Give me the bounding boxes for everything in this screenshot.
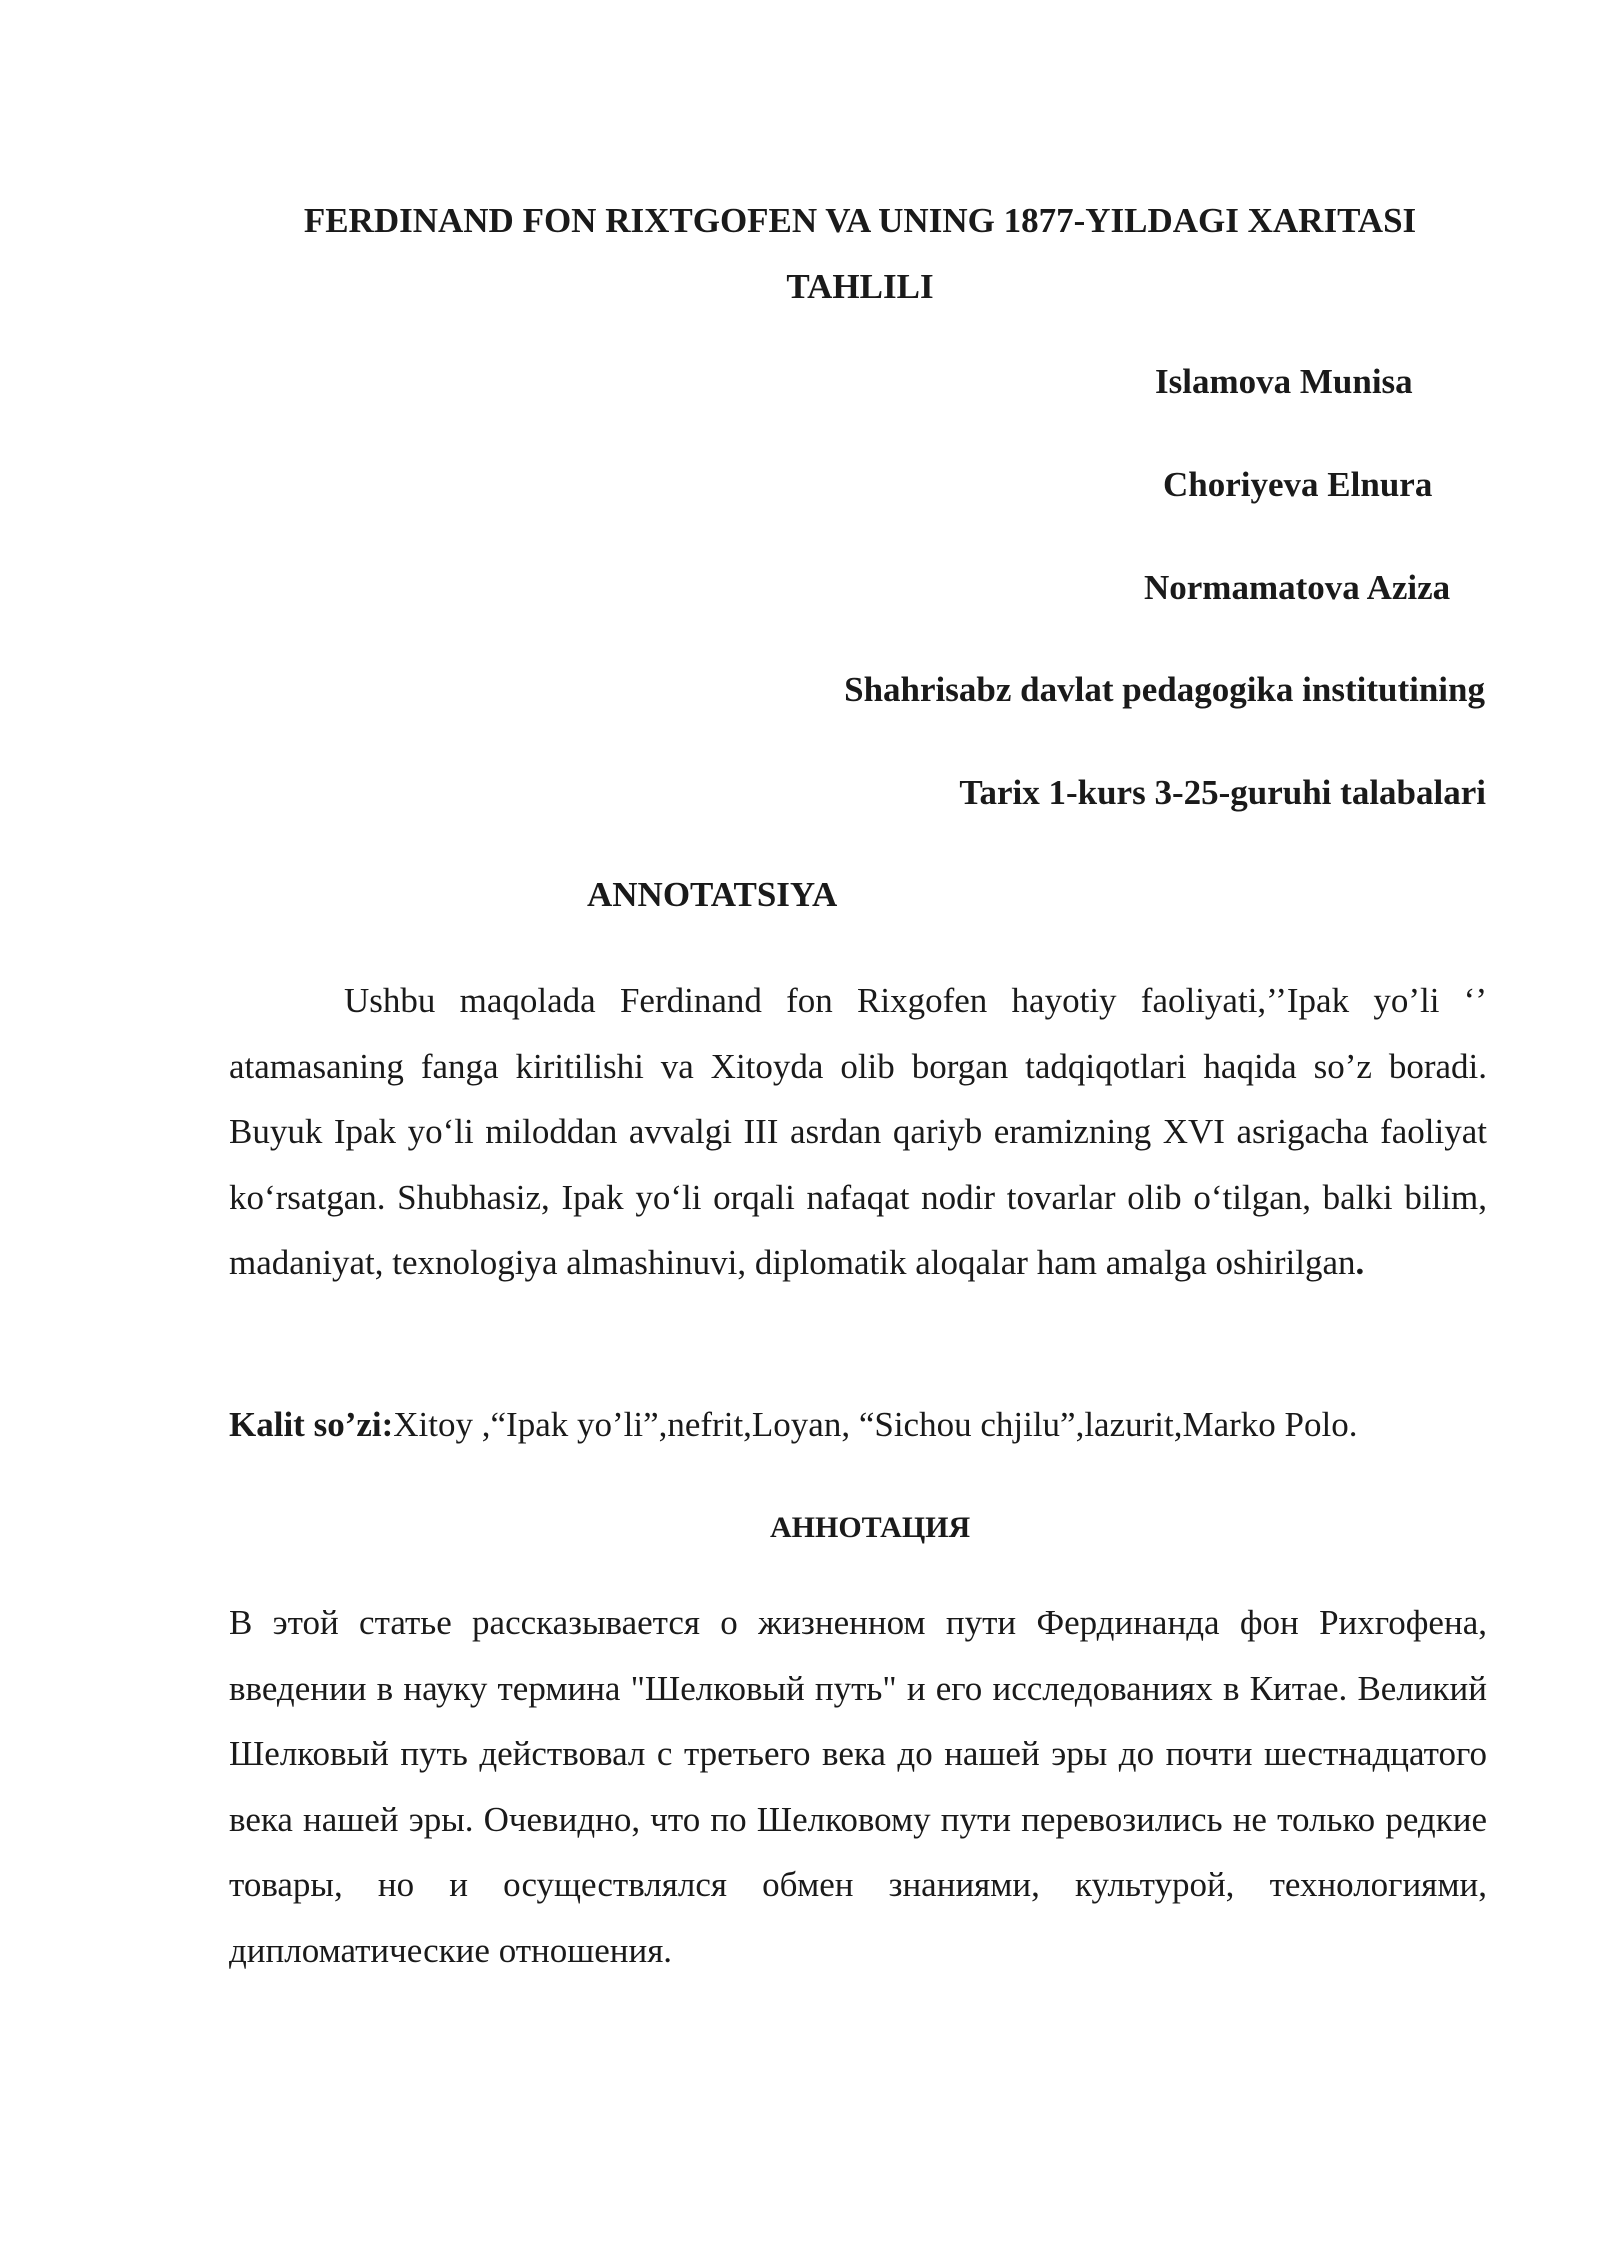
author-group: Tarix 1-kurs 3-25-guruhi talabalari	[959, 773, 1486, 812]
author-3: Normamatova Aziza	[1144, 568, 1451, 607]
author-institution: Shahrisabz davlat pedagogika institutining	[844, 670, 1485, 709]
abstract-uz-text	[229, 968, 1487, 1296]
abstract-uz-body: Ushbu maqolada Ferdinand fon Rixgofen hayotiy faoliyati,’’Ipak yo’li ‘’ atamasaning fanga kiritilishi va Xitoyda olib borgan tadqiqotlari haqida so’z boradi. Buyuk Ipak yo‘li miloddan avvalgi III asrdan qariyb eramizning XVI asrigacha faoliyat ko‘rsatgan. Shubhasiz, Ipak yo‘li orqali nafaqat nodir tovarlar olib o‘tilgan, balki bilim, madaniyat, texnologiya almashinuvi, diplomatik aloqalar ham amalga oshirilgan	[229, 981, 1487, 1282]
document-title: FERDINAND FON RIXTGOFEN VA UNING 1877-YILDAGI XARITASI TAHLILI	[303, 201, 1417, 306]
author-1: Islamova Munisa	[1155, 362, 1413, 401]
abstract-uz-end: .	[1355, 1243, 1365, 1282]
abstract-ru-heading: АННОТАЦИЯ	[770, 1511, 971, 1544]
keywords	[229, 1403, 1487, 1447]
keywords-label: Kalit so’zi:	[229, 1405, 394, 1444]
author-2: Choriyeva Elnura	[1163, 465, 1433, 504]
abstract-ru-text: В этой статье рассказывается о жизненном пути Фердинанда фон Рихгофена, введении в науку термина "Шелковый путь" и его исследованиях в Китае. Великий Шелковый путь действовал с третьего века до нашей эры до почти шестнадцатого века нашей эры. Очевидно, что по Шелковому пути перевозились не только редкие товары, но и осуществлялся обмен знаниями, культурой, технологиями, дипломатические отношения.	[229, 1603, 1487, 1970]
keywords-value: Xitoy ,“Ipak yo’li”,nefrit,Loyan, “Sichou chjilu”,lazurit,Marko Polo.	[393, 1405, 1358, 1444]
abstract-uz-heading: ANNOTATSIYA	[587, 875, 838, 914]
